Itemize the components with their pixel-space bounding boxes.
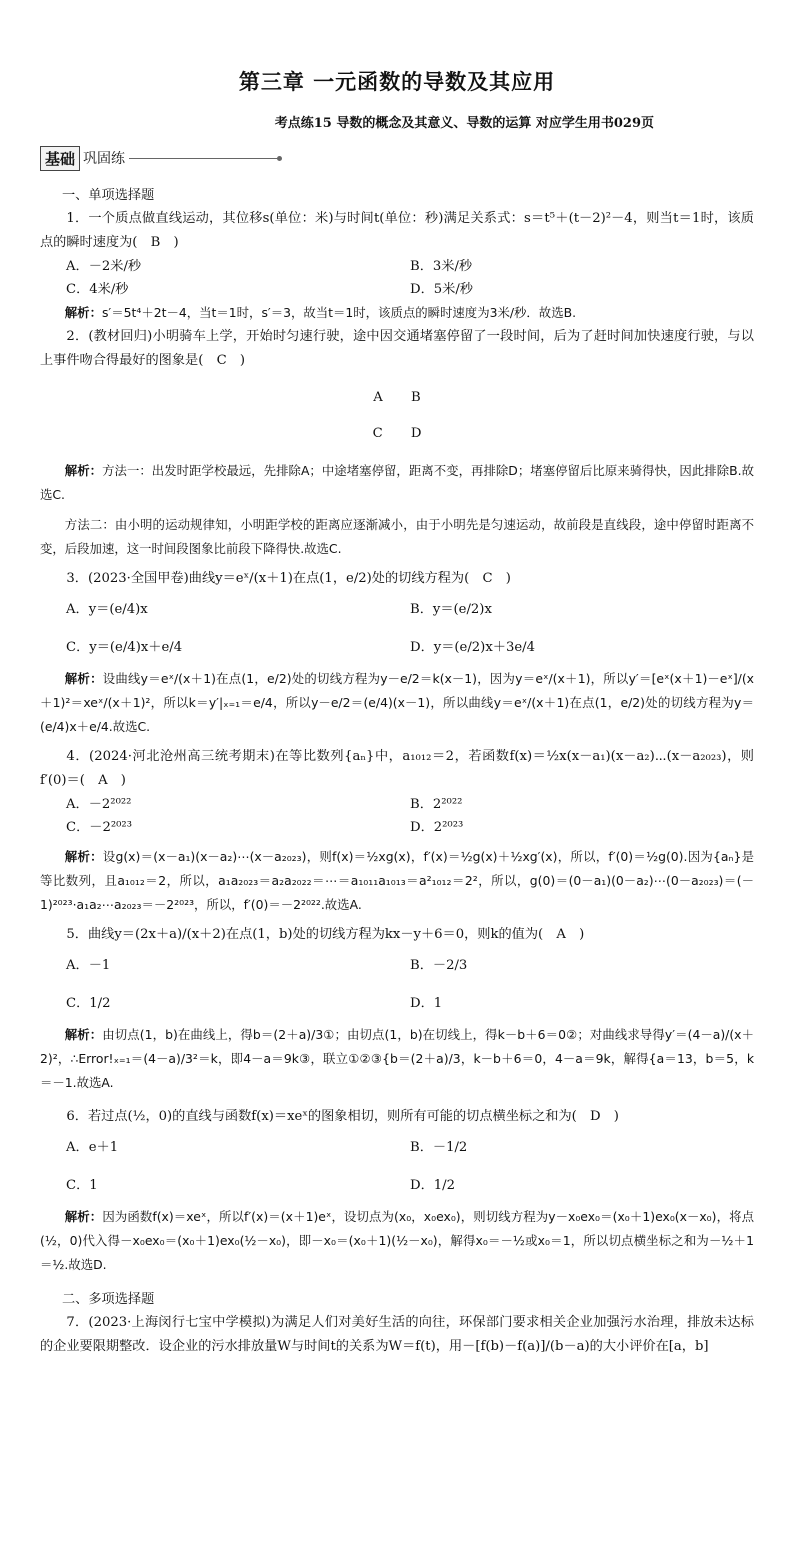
option-d: D．1	[410, 996, 443, 1011]
option-b: B．－1/2	[410, 1140, 468, 1155]
solution-label: 解析：	[64, 305, 102, 320]
banner-word: 巩固练	[83, 151, 126, 167]
solution-text: 设曲线y＝eˣ/(x＋1)在点(1，e/2)处的切线方程为y－e/2＝k(x－1)，因为y＝eˣ/(x＋1)，所以y′＝[eˣ(x＋1)－eˣ]/(x＋1)²＝xeˣ/(x＋1)²，所以k＝y′|ₓ₌₁＝e/4，所以y－e/2＝(e/4)(x－1)，所以曲线y＝eˣ/(x＋1)在点(1，e/2)处的切线方程为y＝(e/4)x＋e/4.故选C.	[40, 671, 755, 734]
option-c: C．4米/秒	[66, 282, 129, 297]
question-3-solution	[40, 667, 754, 739]
question-4-stem: 4．(2024·河北沧州高三统考期末)在等比数列{aₙ}中，a₁₀₁₂＝2，若函数f(x)＝½x(x－a₁)(x－a₂)⋯(x－a₂₀₂₃)，则f′(0)＝( A )	[40, 749, 754, 788]
question-2-solution	[40, 459, 754, 507]
option-c: C．－2²⁰²³	[66, 820, 133, 835]
question-5-stem: 5．曲线y＝(2x＋a)/(x＋2)在点(1，b)处的切线方程为kx－y＋6＝0，则k的值为( A )	[66, 927, 585, 942]
figure-labels-row-1	[40, 387, 754, 409]
option-b: B．3米/秒	[410, 259, 473, 274]
solution-label: 解析：	[64, 671, 103, 686]
figure-labels-row-2	[40, 423, 754, 445]
option-d: D．y＝(e/2)x＋3e/4	[410, 640, 535, 655]
solution-text: 设g(x)＝(x－a₁)(x－a₂)⋯(x－a₂₀₂₃)，则f(x)＝½xg(x)，f′(x)＝½g(x)＋½xg′(x)，所以，f′(0)＝½g(0).因为{aₙ}是等比数列，且a₁₀₁₂＝2，所以，a₁a₂₀₂₃＝a₂a₂₀₂₂＝⋯＝a₁₀₁₁a₁₀₁₃＝a²₁₀₁₂＝2²，所以，g(0)＝(0－a₁)(0－a₂)⋯(0－a₂₀₂₃)＝(－1)²⁰²³·a₁a₂⋯a₂₀₂₃＝－2²⁰²³，所以，f′(0)＝－2²⁰²².故选A.	[40, 849, 755, 912]
option-c: C．1/2	[66, 996, 111, 1011]
banner-box	[40, 146, 80, 171]
question-1-solution	[40, 301, 754, 325]
question-6-solution	[40, 1205, 754, 1277]
section-subtitle: 考点练15 导数的概念及其意义、导数的运算 对应学生用书029页	[274, 116, 654, 131]
chapter-title: 第三章 一元函数的导数及其应用	[238, 69, 556, 94]
solution-label: 解析：	[64, 849, 103, 864]
question-2-stem: 2．(教材回归)小明骑车上学，开始时匀速行驶，途中因交通堵塞停留了一段时间，后为了赶时间加快速度行驶，与以上事件吻合得最好的图象是( C )	[40, 329, 754, 368]
option-a: A．－1	[66, 958, 111, 973]
question-4-solution	[40, 845, 754, 917]
option-b: B．y＝(e/2)x	[410, 602, 492, 617]
solution-text: s′＝5t⁴＋2t－4，当t＝1时，s′＝3，故当t＝1时，该质点的瞬时速度为3米/秒．故选B.	[101, 305, 577, 320]
question-1-stem: 1．一个质点做直线运动，其位移s(单位：米)与时间t(单位：秒)满足关系式：s＝t⁵＋(t－2)²－4，则当t＝1时，该质点的瞬时速度为( B )	[40, 211, 754, 250]
question-4-options	[40, 793, 754, 839]
solution-label: 解析：	[64, 1027, 103, 1042]
question-5-solution	[40, 1023, 754, 1095]
option-c: C．1	[66, 1178, 98, 1193]
figure-label-c: C	[372, 426, 383, 441]
question-5-options	[40, 947, 754, 1023]
question-6-options	[40, 1129, 754, 1205]
option-c: C．y＝(e/4)x＋e/4	[66, 640, 183, 655]
figure-label-d: D	[410, 426, 422, 441]
question-6-stem: 6．若过点(½，0)的直线与函数f(x)＝xeˣ的图象相切，则所有可能的切点横坐标之和为( D )	[66, 1109, 619, 1124]
question-3-options	[40, 591, 754, 667]
option-b: B．2²⁰²²	[410, 797, 463, 812]
option-d: D．2²⁰²³	[410, 820, 464, 835]
question-3-stem: 3．(2023·全国甲卷)曲线y＝eˣ/(x＋1)在点(1，e/2)处的切线方程为( C )	[66, 571, 511, 586]
option-b: B．－2/3	[410, 958, 468, 973]
solution-label: 解析：	[64, 1209, 103, 1224]
figure-label-b: B	[411, 390, 421, 405]
question-7-stem: 7．(2023·上海闵行七宝中学模拟)为满足人们对美好生活的向往，环保部门要求相关企业加强污水治理，排放未达标的企业要限期整改．设企业的污水排放量W与时间t的关系为W＝f(t)，用－[f(b)－f(a)]/(b－a)的大小评价在[a，b]	[40, 1315, 754, 1354]
option-a: A．y＝(e/4)x	[66, 602, 148, 617]
figure-label-a: A	[373, 390, 383, 405]
solution-text: 由切点(1，b)在曲线上，得b＝(2＋a)/3①；由切点(1，b)在切线上，得k－b＋6＝0②；对曲线求导得y′＝(4－a)/(x＋2)²，∴Error!ₓ₌₁＝(4－a)/3²＝k，即4－a＝9k③，联立①②③{b＝(2＋a)/3，k－b＋6＝0，4－a＝9k，解得{a＝13，b＝5，k＝－1.故选A.	[40, 1027, 754, 1090]
option-a: A．e＋1	[66, 1140, 119, 1155]
question-1-options	[40, 255, 754, 301]
section-heading-single: 一、单项选择题	[62, 188, 155, 203]
banner-box-text: 基础	[45, 149, 76, 168]
solution-label: 解析：	[64, 463, 103, 478]
solution-text: 方法一：出发时距学校最远，先排除A；中途堵塞停留，距离不变，再排除D；堵塞停留后比原来骑得快，因此排除B.故选C.	[40, 463, 754, 502]
section-heading-multi: 二、多项选择题	[62, 1292, 155, 1307]
option-d: D．5米/秒	[410, 282, 473, 297]
banner-divider	[129, 158, 279, 159]
solution-text: 因为函数f(x)＝xeˣ，所以f′(x)＝(x＋1)eˣ，设切点为(x₀，x₀ex₀)，则切线方程为y－x₀ex₀＝(x₀＋1)ex₀(x－x₀)，将点(½，0)代入得－x₀ex₀＝(x₀＋1)ex₀(½－x₀)，即－x₀＝(x₀＋1)(½－x₀)，解得x₀＝－½或x₀＝1，所以切点横坐标之和为－½＋1＝½.故选D.	[40, 1209, 754, 1272]
option-a: A．－2²⁰²²	[66, 797, 132, 812]
question-2-solution-2: 方法二：由小明的运动规律知，小明距学校的距离应逐渐减小，由于小明先是匀速运动，故前段是直线段，途中停留时距离不变，后段加速，这一时间段图象比前段下降得快.故选C.	[40, 517, 754, 556]
option-a: A．－2米/秒	[66, 259, 142, 274]
basic-practice-banner	[40, 143, 754, 173]
option-d: D．1/2	[410, 1178, 455, 1193]
